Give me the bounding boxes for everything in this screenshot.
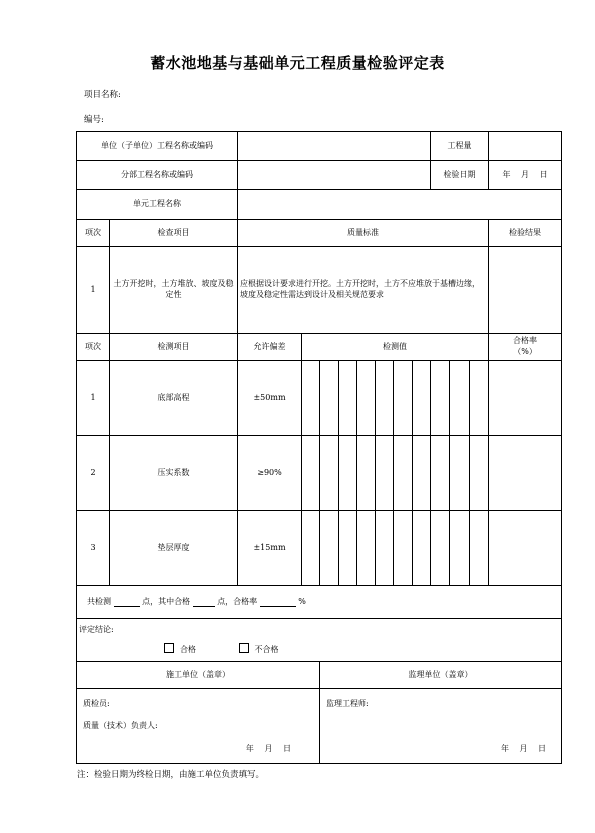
measure-row-item: 垫层厚度 — [110, 511, 238, 586]
measure-row-no: 1 — [77, 361, 110, 436]
value-cell[interactable] — [431, 436, 450, 511]
measure-row-item: 底部高程 — [110, 361, 238, 436]
rate-header-label: 合格率 — [513, 336, 538, 346]
measure-row-tolerance: ±50mm — [238, 361, 302, 436]
col-rate-header — [489, 334, 562, 361]
value-cell[interactable] — [320, 511, 339, 586]
inspection-row-item: 土方开挖时，土方堆放、坡度及稳定性 — [110, 247, 238, 334]
col-standard-header: 质量标准 — [238, 220, 489, 247]
value-cell[interactable] — [376, 436, 394, 511]
number-label: 编号: — [84, 115, 104, 125]
summary-line — [77, 586, 562, 619]
value-cell[interactable] — [470, 436, 489, 511]
rate-cell[interactable] — [489, 361, 562, 436]
value-cell[interactable] — [339, 361, 357, 436]
value-cell[interactable] — [394, 361, 413, 436]
value-cell[interactable] — [394, 511, 413, 586]
project-name-label: 项目名称: — [84, 90, 121, 100]
summary-part3: 点，合格率 — [217, 596, 258, 606]
sub-project-label: 分部工程名称或编码 — [77, 161, 238, 190]
inspection-row-no: 1 — [77, 247, 110, 334]
conclusion-cell — [77, 619, 562, 662]
footnote: 注：检验日期为终检日期，由施工单位负责填写。 — [77, 770, 265, 780]
measurement-row — [77, 361, 562, 436]
fail-option-label: 不合格 — [254, 644, 279, 654]
supervisor-label: 监理工程师: — [326, 699, 369, 708]
inspector-label: 质检员: — [83, 699, 110, 708]
value-cell[interactable] — [431, 511, 450, 586]
passed-points-blank[interactable] — [193, 597, 215, 607]
quantity-label: 工程量 — [431, 132, 489, 161]
value-cell[interactable] — [394, 436, 413, 511]
value-cell[interactable] — [470, 511, 489, 586]
value-cell[interactable] — [339, 511, 357, 586]
col-result-header: 检验结果 — [489, 220, 562, 247]
col-measure-item-header: 检测项目 — [110, 334, 238, 361]
value-cell[interactable] — [357, 361, 376, 436]
inspection-form-table — [76, 131, 562, 764]
supervision-sign-cell[interactable] — [320, 689, 562, 764]
rate-cell[interactable] — [489, 436, 562, 511]
summary-part4: % — [298, 596, 306, 606]
quantity-value[interactable] — [489, 132, 562, 161]
unit-item-value[interactable] — [238, 190, 562, 220]
value-cell[interactable] — [320, 436, 339, 511]
col-item-header: 检查项目 — [110, 220, 238, 247]
unit-project-label: 单位（子单位）工程名称或编码 — [77, 132, 238, 161]
unit-project-value[interactable] — [238, 132, 431, 161]
value-cell[interactable] — [376, 361, 394, 436]
value-cell[interactable] — [470, 361, 489, 436]
value-cell[interactable] — [357, 511, 376, 586]
measurement-row — [77, 511, 562, 586]
measure-row-item: 压实系数 — [110, 436, 238, 511]
value-cell[interactable] — [339, 436, 357, 511]
rate-cell[interactable] — [489, 511, 562, 586]
pass-option[interactable] — [164, 643, 196, 656]
value-cell[interactable] — [413, 511, 431, 586]
fail-option[interactable] — [239, 643, 279, 656]
inspect-date-label: 检验日期 — [431, 161, 489, 190]
sub-project-value[interactable] — [238, 161, 431, 190]
value-cell[interactable] — [450, 436, 470, 511]
measure-row-no: 3 — [77, 511, 110, 586]
construction-sign-cell[interactable] — [77, 689, 320, 764]
construction-sign-date: 年 月 日 — [245, 744, 291, 754]
value-cell[interactable] — [450, 361, 470, 436]
unit-item-label: 单元工程名称 — [77, 190, 238, 220]
value-cell[interactable] — [302, 511, 320, 586]
total-points-blank[interactable] — [114, 597, 140, 607]
value-cell[interactable] — [302, 436, 320, 511]
summary-part1: 共检测 — [87, 596, 111, 606]
conclusion-label: 评定结论: — [79, 625, 114, 634]
measure-row-tolerance: ±15mm — [238, 511, 302, 586]
pass-option-label: 合格 — [180, 644, 196, 654]
value-cell[interactable] — [302, 361, 320, 436]
value-cell[interactable] — [357, 436, 376, 511]
measure-row-no: 2 — [77, 436, 110, 511]
value-cell[interactable] — [376, 511, 394, 586]
measurement-row — [77, 436, 562, 511]
checkbox-icon — [164, 643, 174, 653]
col-tolerance-header: 允许偏差 — [238, 334, 302, 361]
construction-unit-header: 施工单位（盖章） — [77, 662, 320, 689]
quality-head-label: 质量（技术）负责人: — [83, 721, 158, 730]
inspection-row-standard: 应根据设计要求进行开挖。土方开挖时，土方不应堆放于基槽边缘，坡度及稳定性需达到设计及相关规范要求 — [238, 247, 489, 334]
supervision-sign-date: 年 月 日 — [500, 744, 547, 754]
col-no-header: 项次 — [77, 220, 110, 247]
checkbox-icon — [239, 643, 249, 653]
value-cell[interactable] — [450, 511, 470, 586]
pass-rate-blank[interactable] — [260, 597, 296, 607]
value-cell[interactable] — [413, 361, 431, 436]
form-title: 蓄水池地基与基础单元工程质量检验评定表 — [150, 54, 445, 72]
measure-row-tolerance: ≥90% — [238, 436, 302, 511]
supervision-unit-header: 监理单位（盖章） — [320, 662, 562, 689]
col-values-header: 检测值 — [302, 334, 489, 361]
col-no-header-2: 项次 — [77, 334, 110, 361]
value-cell[interactable] — [320, 361, 339, 436]
value-cell[interactable] — [431, 361, 450, 436]
inspect-date-value[interactable]: 年 月 日 — [489, 161, 562, 190]
rate-header-unit: （%） — [513, 347, 537, 356]
value-cell[interactable] — [413, 436, 431, 511]
inspection-row-result[interactable] — [489, 247, 562, 334]
summary-part2: 点，其中合格 — [142, 596, 191, 606]
